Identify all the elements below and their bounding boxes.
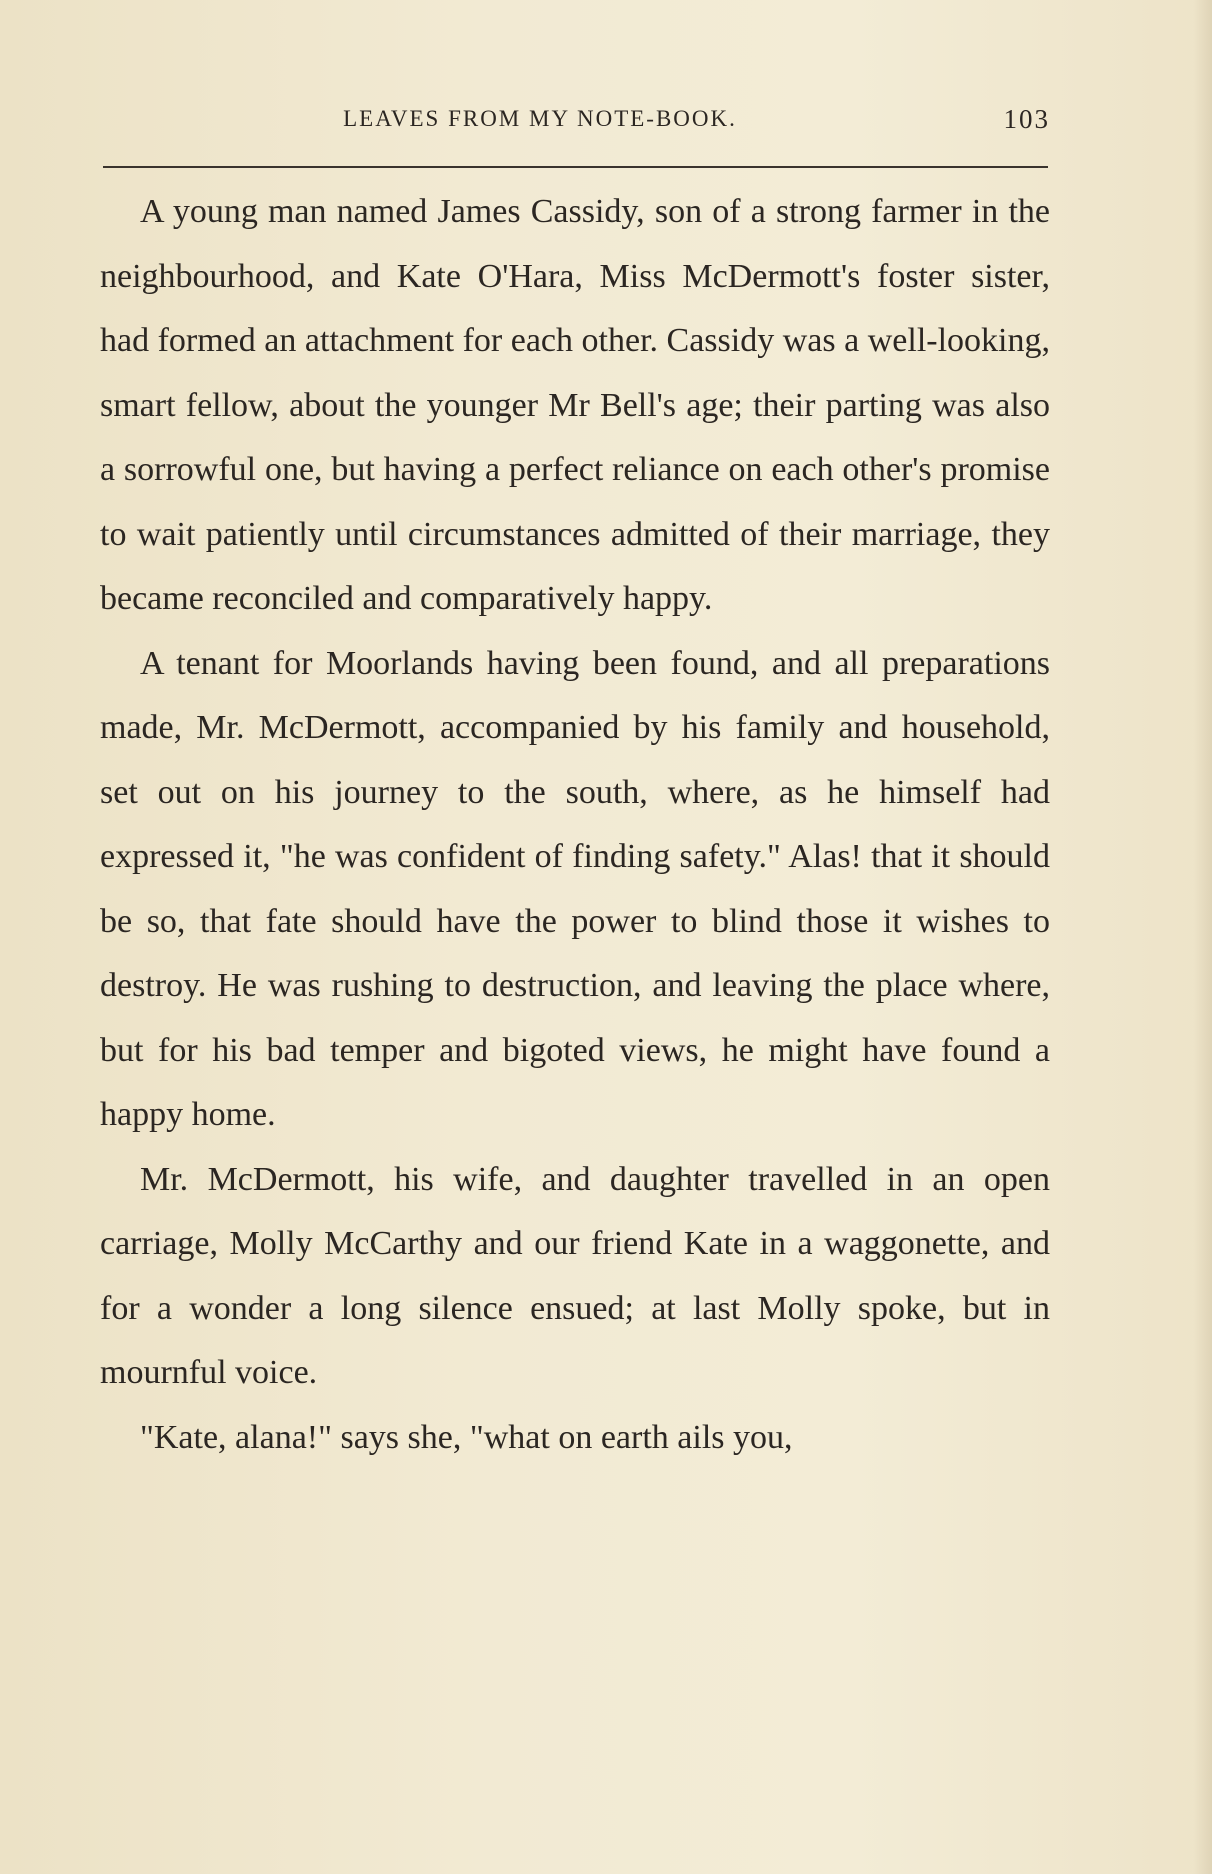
paragraph: "Kate, alana!" says she, "what on earth ails you, <box>140 1418 793 1456</box>
paragraph: Mr. McDermott, his wife, and daughter travelled in an open carriage, Molly McCarthy and our friend Kate in a waggonette, and for a wonder a long silence ensued; at last Molly spoke, but in mournful voice. <box>100 1160 1050 1391</box>
body-text <box>100 180 1050 1470</box>
paragraph: A young man named James Cassidy, son of a strong farmer in the neighbourhood, and Kate O'Hara, Miss McDermott's foster sister, had formed an attachment for each other. Cassidy was a well-looking, smart fellow, about the younger Mr Bell's age; their parting was also a sorrowful one, but having a perfect reliance on each other's promise to wait patiently until circumstances admitted of their marriage, they became reconciled and comparatively happy. <box>100 193 1050 617</box>
running-title: LEAVES FROM MY NOTE-BOOK. <box>343 106 737 131</box>
running-head <box>100 104 1050 144</box>
page-edge-shadow <box>1194 0 1212 1874</box>
header-rule <box>103 166 1048 168</box>
paragraph: A tenant for Moorlands having been found, and all preparations made, Mr. McDermott, accompanied by his family and household, set out on his journey to the south, where, as he himself had expressed it, "he was confident of finding safety." Alas! that it should be so, that fate should have the power to blind those it wishes to destroy. He was rushing to destruction, and leaving the place where, but for his bad temper and bigoted views, he might have found a happy home. <box>100 644 1050 1133</box>
page-number: 103 <box>1003 104 1050 134</box>
